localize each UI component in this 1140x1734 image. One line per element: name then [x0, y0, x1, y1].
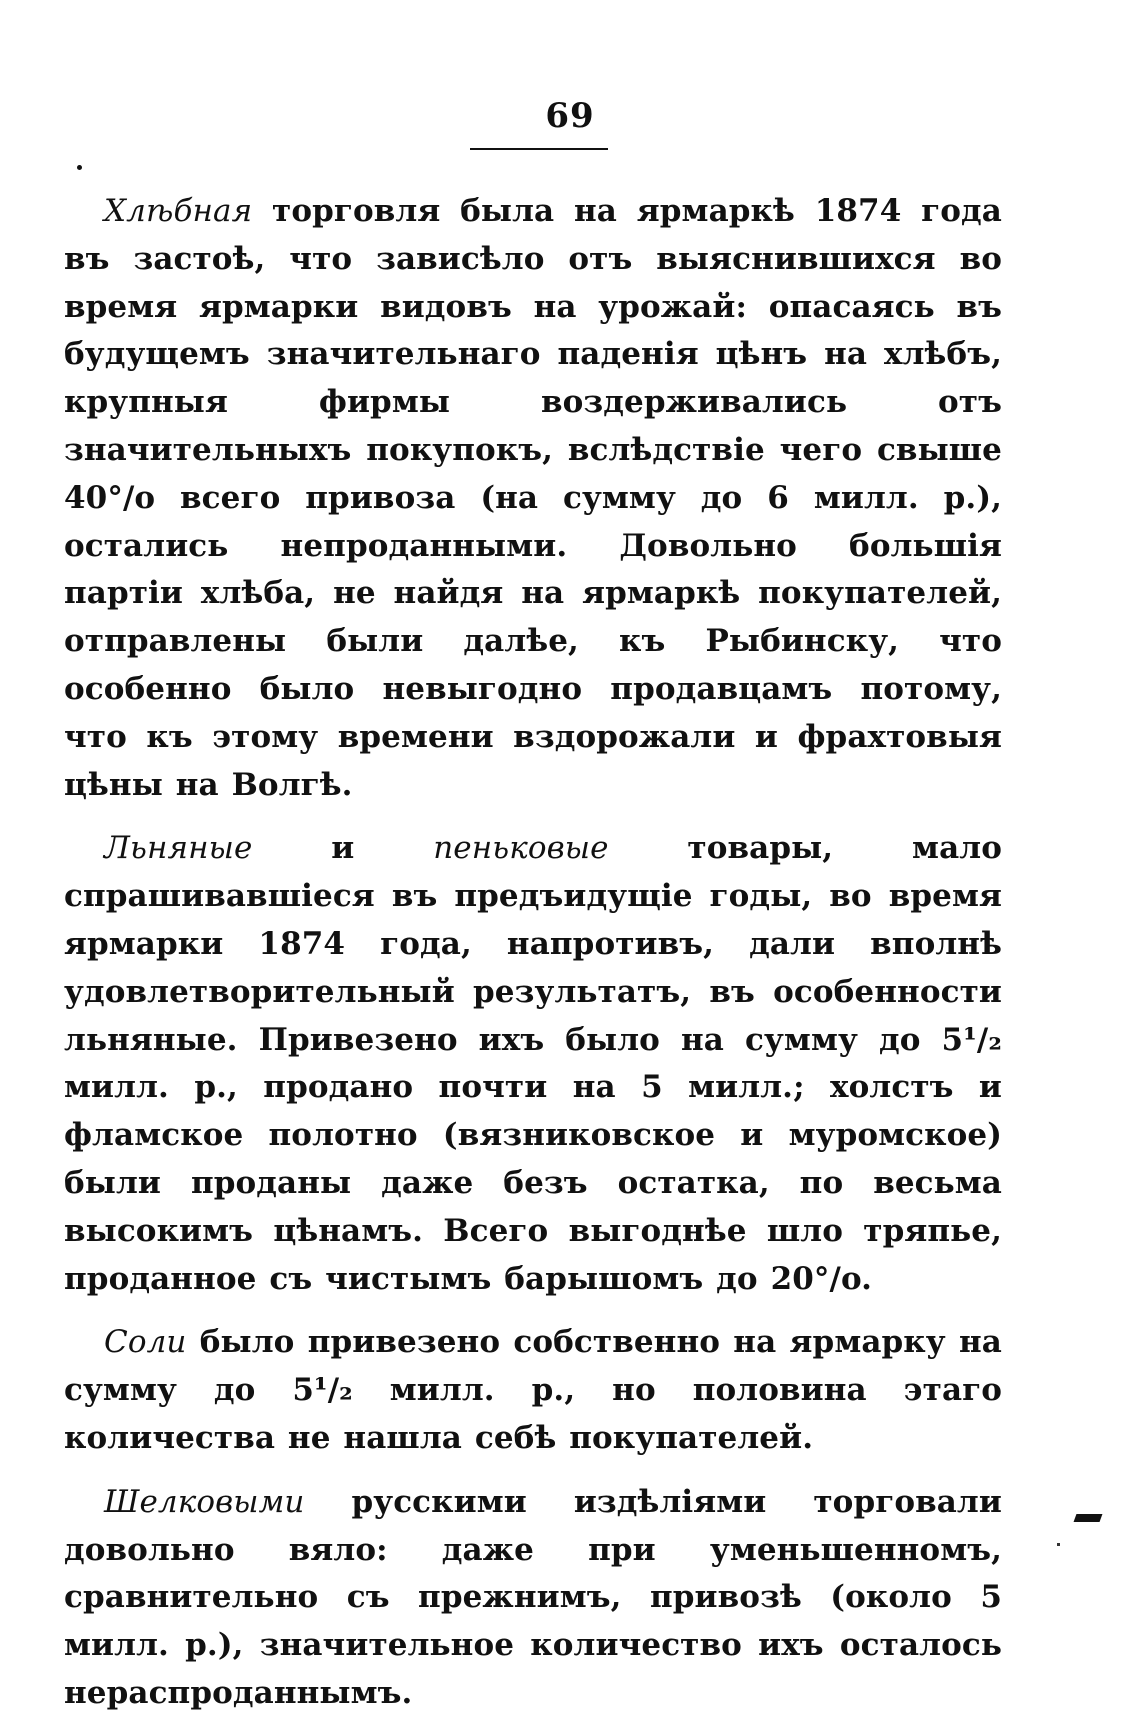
paragraph-lead-word: Льняные [104, 830, 253, 867]
paragraph-silk [64, 1479, 1002, 1718]
paragraph-text: товары, мало спрашивавшіеся въ предъидущіе годы, во время ярмарки 1874 года, напротивъ, дали вполнѣ удовлетворительный результатъ, въ особенности льняные. Привезено ихъ было на сумму до 5¹/₂ милл. р., продано почти на 5 милл.; холстъ и фламское полотно (вязниковское и муромское) были проданы даже безъ остатка, по весьма высокимъ цѣнамъ. Всего выгоднѣе шло тряпье, проданное съ чистымъ барышомъ до 20°/o. [64, 830, 1002, 1297]
print-speck [1057, 1543, 1060, 1546]
paragraph-lead-word: Хлѣбная [104, 193, 253, 229]
page-number-rule [470, 148, 608, 150]
paragraph-linen-hemp [64, 825, 1002, 1303]
paragraph-salt [64, 1319, 1002, 1462]
paragraph-connector: и [252, 830, 434, 867]
paragraph-lead-word-2: пеньковые [433, 830, 609, 867]
print-speck [77, 165, 82, 170]
paragraph-text: торговля была на ярмаркѣ 1874 года въ застоѣ, что зависѣло отъ выяснившихся во время ярмарки видовъ на урожай: опасаясь въ будущемъ значительнаго паденія цѣнъ на хлѣбъ, крупныя фирмы воздерживались отъ значительныхъ покупокъ, вслѣдствіе чего свыше 40°/o всего привоза (на сумму до 6 милл. р.), остались непроданными. Довольно большія партіи хлѣба, не найдя на ярмаркѣ покупателей, отправлены были далѣе, къ Рыбинску, что особенно было невыгодно продавцамъ потому, что къ этому времени вздорожали и фрахтовыя цѣны на Волгѣ. [64, 193, 1002, 803]
body-text [64, 188, 1002, 1734]
page-number: 69 [545, 96, 595, 136]
paragraph-lead-word: Соли [104, 1324, 187, 1361]
margin-ink-mark [1074, 1514, 1103, 1522]
paragraph-lead-word: Шелковыми [104, 1483, 305, 1520]
paragraph-grain-trade [64, 188, 1002, 809]
paragraph-text: русскими издѣліями торговали довольно вяло: даже при уменьшенномъ, сравнительно съ прежнимъ, привозѣ (около 5 милл. р.), значительное количество ихъ осталось нераспроданнымъ. [64, 1483, 1002, 1711]
paragraph-text: было привезено собственно на ярмарку на сумму до 5¹/₂ милл. р., но половина этаго количества не нашла себѣ покупателей. [64, 1324, 1002, 1456]
